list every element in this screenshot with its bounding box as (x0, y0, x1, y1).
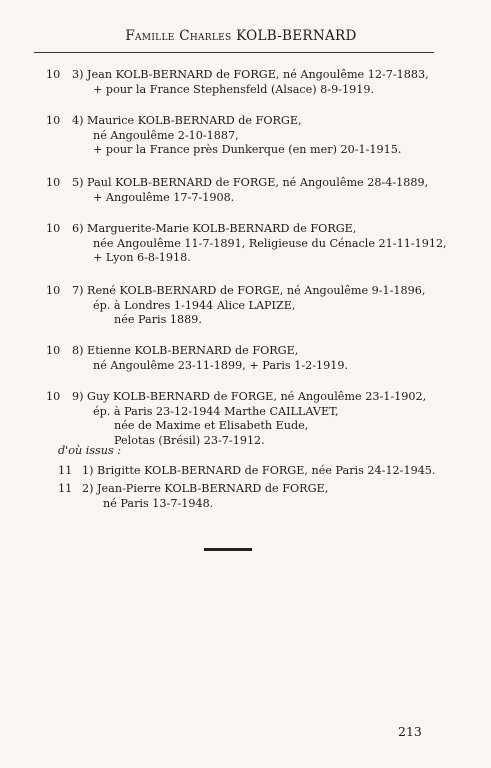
entry-line: 4) Maurice KOLB-BERNARD de FORGE, (72, 114, 302, 127)
header-family-name: KOLB-BERNARD (236, 28, 357, 44)
generation-number: 10 (46, 114, 61, 127)
entry-line: Pelotas (Brésil) 23-7-1912. (114, 433, 265, 447)
entry-line: + Lyon 6-8-1918. (93, 251, 191, 264)
entry-line: 2) Jean-Pierre KOLB-BERNARD de FORGE, (82, 482, 329, 495)
entry-line: ép. à Paris 23-12-1944 Marthe CAILLAVET, (93, 404, 339, 418)
issus-label: d'où issus : (58, 444, 122, 457)
page-number: 213 (398, 724, 422, 739)
generation-number: 11 (58, 482, 73, 495)
entry-line: + pour la France Stephensfeld (Alsace) 8-9-1919. (93, 82, 375, 96)
entry-line: 3) Jean KOLB-BERNARD de FORGE, né Angoulême 12-7-1883, (72, 68, 429, 81)
entry-line: né Angoulême 2-10-1887, (93, 128, 239, 142)
entry-line: née de Maxime et Elisabeth Eude, (114, 419, 309, 432)
generation-number: 10 (46, 344, 61, 357)
generation-number: 10 (46, 390, 61, 403)
entry-line: 8) Etienne KOLB-BERNARD de FORGE, (72, 344, 299, 357)
generation-number: 10 (46, 68, 61, 81)
entry-line: ép. à Londres 1-1944 Alice LAPIZE, (93, 298, 296, 312)
entry-line: né Paris 13-7-1948. (103, 496, 214, 510)
entry-line: 6) Marguerite-Marie KOLB-BERNARD de FORGE, (72, 222, 357, 235)
entry-line: 1) Brigitte KOLB-BERNARD de FORGE, née Paris 24-12-1945. (82, 464, 436, 477)
generation-number: 10 (46, 284, 61, 297)
generation-number: 10 (46, 176, 61, 189)
section-end-rule (204, 548, 252, 551)
entry-line: née Paris 1889. (114, 313, 202, 326)
entry-line: + Angoulême 17-7-1908. (93, 190, 235, 204)
entry-line: + pour la France près Dunkerque (en mer) 20-1-1915. (93, 143, 402, 156)
generation-number: 11 (58, 464, 73, 477)
entry-line: 5) Paul KOLB-BERNARD de FORGE, né Angoulême 28-4-1889, (72, 176, 429, 189)
header-rule (34, 52, 434, 53)
entry-line: né Angoulême 23-11-1899, + Paris 1-2-1919. (93, 358, 349, 372)
entry-line: née Angoulême 11-7-1891, Religieuse du Cénacle 21-11-1912, (93, 236, 447, 250)
page-header (48, 28, 434, 44)
entry-line: 9) Guy KOLB-BERNARD de FORGE, né Angoulême 23-1-1902, (72, 390, 427, 403)
header-prefix: Famille Charles (125, 28, 232, 44)
generation-number: 10 (46, 222, 61, 235)
entry-line: 7) René KOLB-BERNARD de FORGE, né Angoulême 9-1-1896, (72, 284, 426, 297)
